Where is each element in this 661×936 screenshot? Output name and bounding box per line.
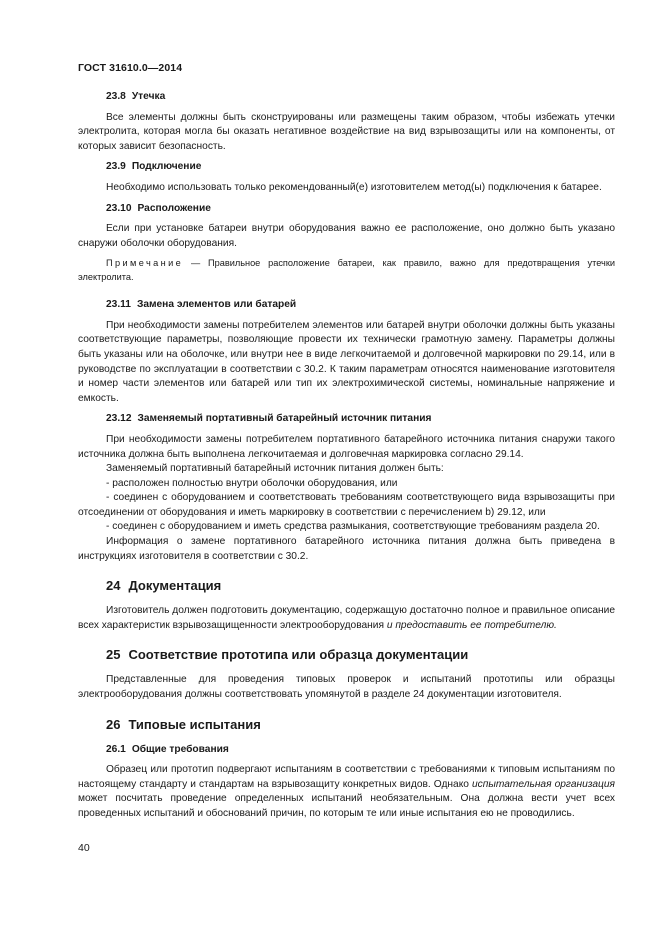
paragraph-italic-text: испытательная организация	[472, 778, 615, 790]
subsection-number: 23.9	[106, 161, 126, 173]
subsection-23-11-heading	[78, 298, 615, 313]
document-body	[78, 90, 615, 828]
paragraph	[78, 763, 615, 821]
section-number: 25	[106, 647, 121, 663]
paragraph-text: Образец или прототип подвергают испытаниям в соответствии с требованиями к типовым испытаниям по настоящему стандарту и стандартам на взрывозащиту конкретных видов. Однако	[78, 764, 615, 790]
subsection-23-10-heading	[78, 202, 615, 217]
section-title: Соответствие прототипа или образца документации	[128, 647, 469, 663]
paragraph: При необходимости замены потребителем портативного батарейного источника питания снаружи такого источника должна быть выполнена легкочитаемая и долговечная маркировка согласно 29.14.	[78, 433, 615, 460]
subsection-title: Общие требования	[131, 743, 229, 755]
paragraph: Представленные для проведения типовых проверок и испытаний прототипы или образцы электрооборудования должны соответствовать упомянутой в разделе 24 документации изготовителя.	[78, 674, 615, 701]
section-26-heading	[78, 717, 615, 733]
subsection-number: 26.1	[106, 743, 126, 755]
subsection-title: Утечка	[131, 91, 166, 102]
section-24-heading	[78, 578, 615, 594]
paragraph: Все элементы должны быть сконструированы или размещены таким образом, чтобы избежать утечки электролита, которая могла бы оказать негативное воздействие на вид взрывозащиты или на компоненты, от которых зависит безопасность.	[78, 111, 615, 152]
subsection-title: Заменяемый портативный батарейный источник питания	[137, 413, 432, 425]
paragraph: Необходимо использовать только рекомендованный(е) изготовителем метод(ы) подключения к батарее.	[106, 181, 602, 193]
section-title: Типовые испытания	[128, 716, 261, 732]
paragraph: Заменяемый портативный батарейный источник питания должен быть:	[106, 463, 444, 475]
subsection-23-9-heading	[78, 160, 615, 175]
paragraph-text: может посчитать проведение определенных испытаний необязательным. Она должна вести учет всех проведенных испытаний и обоснований причин, по которым те или иные испытания ею не проводились.	[78, 793, 615, 819]
subsection-number: 23.8	[106, 91, 126, 102]
list-item: - соединен с оборудованием и соответствовать требованиям соответствующего вида взрывозащиты при отсоединении от оборудования и иметь маркировку в соответствии с перечислением b) 29.12, или	[78, 492, 615, 518]
paragraph	[78, 604, 615, 633]
subsection-23-12-heading	[78, 412, 615, 427]
subsection-23-8-heading	[78, 90, 615, 105]
subsection-number: 23.10	[106, 202, 132, 214]
section-25-heading	[78, 647, 615, 663]
note-text: — Правильное расположение батареи, как правило, важно для предотвращения утечки электролита.	[78, 258, 615, 282]
subsection-title: Замена элементов или батарей	[136, 299, 297, 311]
note	[78, 257, 615, 284]
subsection-26-1-heading	[78, 743, 615, 758]
subsection-number: 23.11	[106, 299, 131, 311]
section-title: Документация	[128, 578, 222, 594]
list-item: - расположен полностью внутри оболочки оборудования, или	[106, 477, 398, 489]
section-number: 26	[106, 716, 121, 732]
paragraph: Информация о замене портативного батарейного источника питания должна быть приведена в инструкциях изготовителя в соответствии с 30.2.	[78, 536, 615, 562]
subsection-title: Подключение	[131, 161, 202, 173]
note-label: Примечание	[106, 258, 184, 269]
page-number: 40	[78, 842, 90, 854]
subsection-number: 23.12	[106, 413, 132, 425]
document-header: ГОСТ 31610.0—2014	[78, 62, 183, 74]
subsection-title: Расположение	[137, 202, 211, 214]
paragraph: Если при установке батареи внутри оборудования важно ее расположение, оно должно быть указано снаружи оболочки оборудования.	[78, 223, 615, 249]
section-number: 24	[106, 578, 121, 594]
paragraph: При необходимости замены потребителем элементов или батарей внутри оболочки должны быть указаны соответствующие параметры, позволяющие провести их технически грамотную замену. Параметры должны быть указаны или на оболочке, или внутри нее в виде легкочитаемой и долговечной маркировки по 29.14, или в руководстве по эксплуатации в соответствии с 30.2. К таким параметрам относятся наименование изготовителя и номер части элементов или батарей или тип их электрохимической системы, номинальные напряжение и емкость.	[78, 319, 615, 404]
list-item: - соединен с оборудованием и иметь средства размыкания, соответствующие требованиям раздела 20.	[106, 521, 600, 533]
paragraph-text: Изготовитель должен подготовить документацию, содержащую достаточно полное и правильное описание всех характеристик взрывозащищенности электрооборудования	[78, 605, 615, 631]
paragraph-italic-text: и предоставить ее потребителю.	[386, 619, 557, 631]
